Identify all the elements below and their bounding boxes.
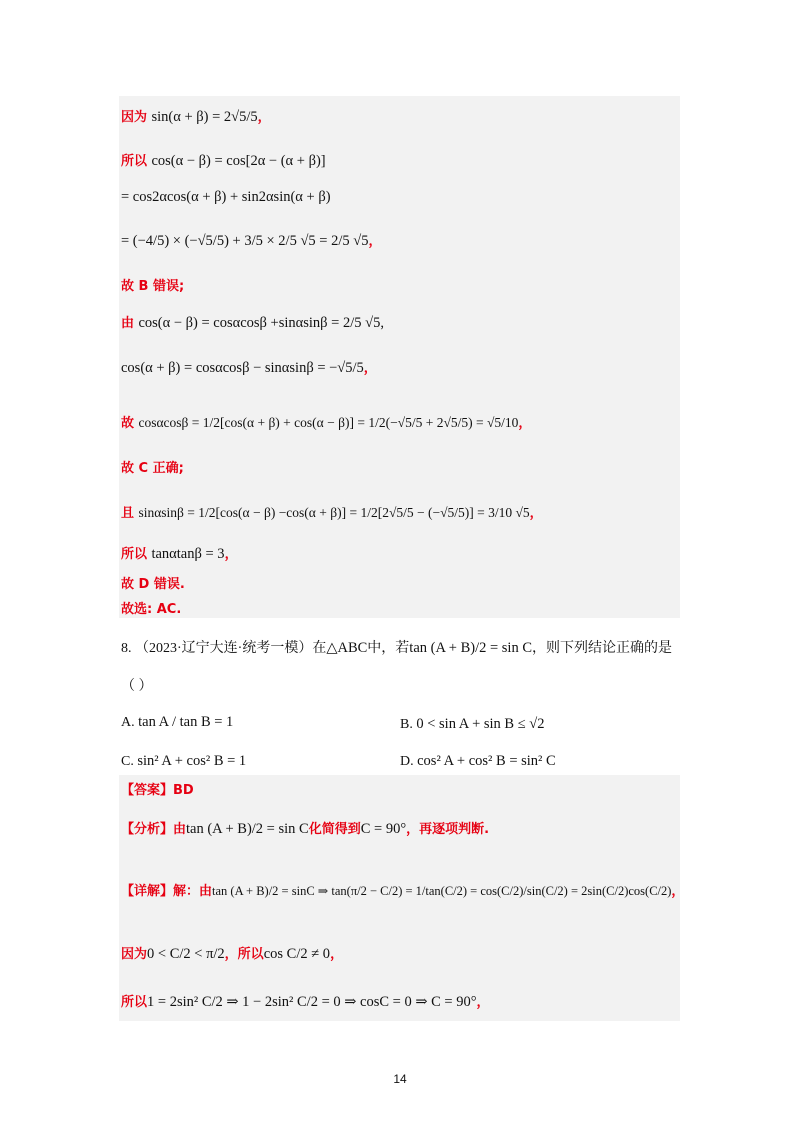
formula: tanαtanβ = 3 bbox=[151, 546, 225, 562]
option-letter: A. bbox=[121, 715, 135, 730]
solution-line-3 bbox=[121, 190, 331, 205]
option-letter: D. bbox=[400, 754, 414, 769]
solution-line-8: 故 cosαcosβ = 1/2[cos(α + β) + cos(α − β)] = 1/2(−√5/5 + 2√5/5) = √5/10， bbox=[121, 415, 532, 431]
option-formula: cos² A + cos² B = sin² C bbox=[417, 753, 556, 769]
formula: 0 < C/2 < π/2 bbox=[147, 946, 225, 962]
option-d bbox=[400, 753, 556, 770]
question-source: （2023·辽宁大连·统考一模）在 bbox=[135, 641, 327, 656]
formula: C = 90° bbox=[360, 821, 407, 837]
solution-line-13: 故选: AC. bbox=[121, 602, 182, 617]
page-number: 14 bbox=[393, 1072, 407, 1086]
question-number: 8. bbox=[121, 641, 132, 656]
formula: cosαcosβ = 1/2[cos(α + β) + cos(α − β)] = 1/2(−√5/5 + 2√5/5) = √5/10 bbox=[138, 415, 519, 430]
so-line: 所以1 = 2sin² C/2 ⇒ 1 − 2sin² C/2 = 0 ⇒ cosC = 0 ⇒ C = 90°， bbox=[121, 994, 490, 1010]
formula: cos(α − β) = cosαcosβ +sinαsinβ = 2/5 √5, bbox=[138, 315, 384, 331]
option-formula: 0 < sin A + sin B ≤ √2 bbox=[416, 716, 545, 732]
option-b bbox=[400, 716, 545, 733]
option-letter: B. bbox=[400, 717, 413, 732]
solution-line-12: 故 D 错误. bbox=[121, 577, 185, 592]
solution-line-11: 所以 tanαtanβ = 3， bbox=[121, 546, 238, 562]
answer-line: 【答案】BD bbox=[121, 783, 194, 798]
option-a bbox=[121, 714, 233, 731]
formula: cos C/2 ≠ 0 bbox=[263, 946, 331, 962]
formula: cos(α − β) = cos[2α − (α + β)] bbox=[151, 153, 326, 169]
option-formula: sin² A + cos² B = 1 bbox=[137, 753, 247, 769]
solution-line-5: 故 B 错误; bbox=[121, 279, 185, 294]
option-formula: tan A / tan B = 1 bbox=[138, 714, 234, 730]
analysis-line: 【分析】由tan (A + B)/2 = sin C化简得到C = 90°，再逐项判断. bbox=[121, 821, 490, 837]
solution-line-2: 所以 cos(α − β) = cos[2α − (α + β)] bbox=[121, 153, 326, 169]
formula: cos(α + β) = cosαcosβ − sinαsinβ = −√5/5 bbox=[121, 360, 364, 376]
formula: = (−4/5) × (−√5/5) + 3/5 × 2/5 √5 = 2/5 √5 bbox=[121, 233, 369, 249]
formula: 1 = 2sin² C/2 ⇒ 1 − 2sin² C/2 = 0 ⇒ cosC = 0 ⇒ C = 90° bbox=[147, 994, 477, 1010]
solution-line-6: 由 cos(α − β) = cosαcosβ +sinαsinβ = 2/5 √5, bbox=[121, 315, 384, 331]
formula: sin(α + β) = 2√5/5 bbox=[151, 109, 258, 125]
formula: tan (A + B)/2 = sin C bbox=[409, 640, 532, 656]
solution-line-1: 因为 sin(α + β) = 2√5/5， bbox=[121, 109, 271, 125]
solution-line-4: = (−4/5) × (−√5/5) + 3/5 × 2/5 √5 = 2/5 √5， bbox=[121, 233, 382, 249]
question-8-paren: （ ） bbox=[121, 679, 153, 694]
triangle-label: △ABC bbox=[326, 640, 368, 656]
option-letter: C. bbox=[121, 754, 134, 769]
detail-line: 【详解】解：由tan (A + B)/2 = sinC ⇒ tan(π/2 − C/2) = 1/tan(C/2) = cos(C/2)/sin(C/2) = 2sin(C/2)cos(C/2)， bbox=[121, 884, 685, 899]
solution-line-9: 故 C 正确; bbox=[121, 461, 184, 476]
solution-line-10: 且 sinαsinβ = 1/2[cos(α − β) −cos(α + β)] = 1/2[2√5/5 − (−√5/5)] = 3/10 √5， bbox=[121, 505, 543, 521]
formula: tan (A + B)/2 = sin C bbox=[186, 821, 309, 837]
solution-line-7: cos(α + β) = cosαcosβ − sinαsinβ = −√5/5， bbox=[121, 360, 377, 376]
formula: sinαsinβ = 1/2[cos(α − β) −cos(α + β)] = 1/2[2√5/5 − (−√5/5)] = 3/10 √5 bbox=[138, 505, 530, 520]
because-line: 因为0 < C/2 < π/2，所以cos C/2 ≠ 0， bbox=[121, 946, 344, 962]
formula: = cos2αcos(α + β) + sin2αsin(α + β) bbox=[121, 189, 331, 205]
formula: tan (A + B)/2 = sinC ⇒ tan(π/2 − C/2) = 1/tan(C/2) = cos(C/2)/sin(C/2) = 2sin(C/2)cos(C/2) bbox=[212, 884, 672, 898]
solution-panel-previous bbox=[119, 96, 680, 618]
question-8-stem: 8. （2023·辽宁大连·统考一模）在△ABC中，若tan (A + B)/2 = sin C，则下列结论正确的是 bbox=[121, 640, 672, 656]
option-c bbox=[121, 753, 246, 770]
